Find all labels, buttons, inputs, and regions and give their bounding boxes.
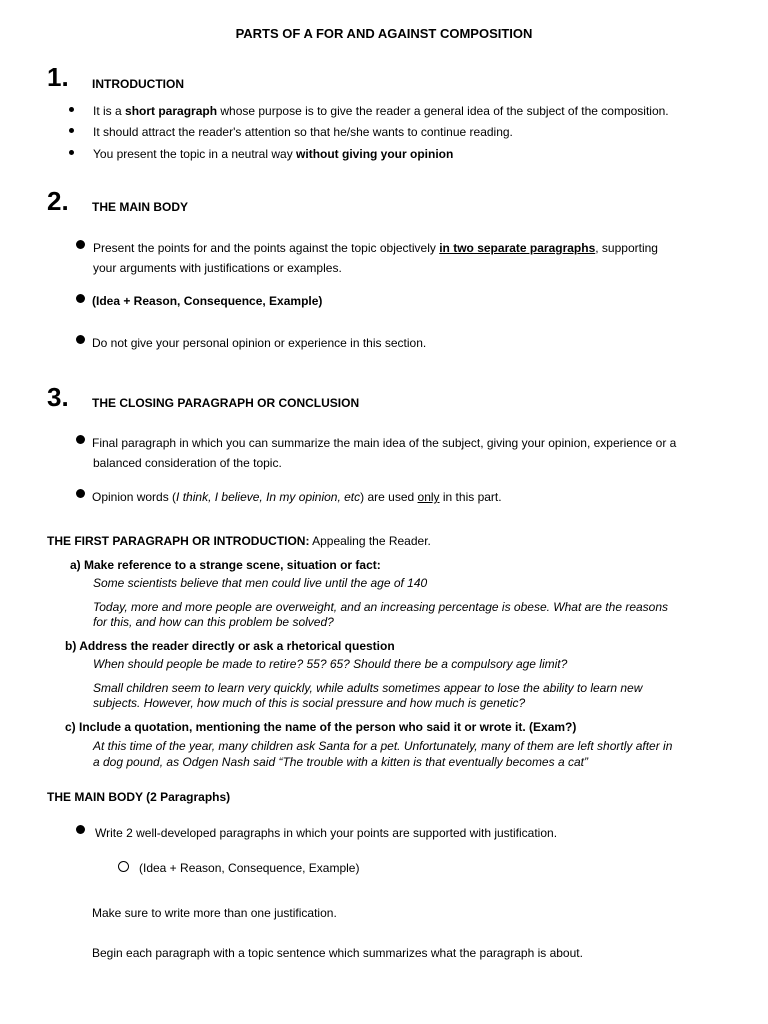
intro-a-example-2: Today, more and more people are overweight, and an increasing percentage is obese. What are the reasons: [93, 600, 669, 614]
bullet-icon: [69, 128, 74, 133]
section-1-heading: INTRODUCTION: [92, 77, 184, 91]
section-2-heading: THE MAIN BODY: [92, 200, 188, 214]
s1-bullet-3: You present the topic in a neutral way without giving your opinion: [93, 147, 454, 161]
s1-bullet-1: It is a short paragraph whose purpose is to give the reader a general idea of the subject of the composition.: [93, 104, 669, 118]
s3-bullet-2: Opinion words (I think, I believe, In my opinion, etc) are used only in this part.: [92, 490, 502, 504]
section-2-number: 2.: [47, 186, 69, 216]
bullet-icon: [76, 489, 85, 498]
body-heading: THE MAIN BODY (2 Paragraphs): [47, 790, 231, 804]
intro-c-example: At this time of the year, many children ask Santa for a pet. Unfortunately, many of them are left shortly after in: [93, 739, 673, 753]
section-1-number: 1.: [47, 62, 69, 92]
intro-a-heading: a) Make reference to a strange scene, situation or fact:: [70, 558, 381, 572]
s2-bullet-1-cont: your arguments with justifications or examples.: [93, 261, 342, 275]
intro-b-heading: b) Address the reader directly or ask a rhetorical question: [65, 639, 395, 653]
body-bullet-1: Write 2 well-developed paragraphs in which your points are supported with justification.: [95, 826, 558, 840]
s2-bullet-2: (Idea + Reason, Consequence, Example): [92, 294, 323, 308]
intro-heading: THE FIRST PARAGRAPH OR INTRODUCTION: Appealing the Reader.: [47, 534, 431, 548]
circle-bullet-icon: [118, 861, 129, 872]
bullet-icon: [76, 435, 85, 444]
body-note-1: Make sure to write more than one justification.: [92, 906, 337, 920]
bullet-icon: [69, 107, 74, 112]
bullet-icon: [76, 294, 85, 303]
intro-c-heading: c) Include a quotation, mentioning the name of the person who said it or wrote it. (Exam?): [65, 720, 577, 734]
bullet-icon: [76, 825, 85, 834]
intro-a-example-2-cont: for this, and how can this problem be solved?: [93, 615, 334, 629]
bullet-icon: [69, 150, 74, 155]
bullet-icon: [76, 335, 85, 344]
s3-bullet-1: Final paragraph in which you can summarize the main idea of the subject, giving your opinion, experience or a: [92, 436, 677, 450]
s3-bullet-1-cont: balanced consideration of the topic.: [93, 456, 282, 470]
section-3-number: 3.: [47, 382, 69, 412]
section-3-heading: THE CLOSING PARAGRAPH OR CONCLUSION: [92, 396, 360, 410]
body-sub-bullet: (Idea + Reason, Consequence, Example): [139, 861, 360, 875]
intro-b-example-2: Small children seem to learn very quickly, while adults sometimes appear to lose the ability to learn new: [93, 681, 643, 695]
s1-bullet-2: It should attract the reader's attention so that he/she wants to continue reading.: [93, 125, 513, 139]
intro-a-example-1: Some scientists believe that men could live until the age of 140: [93, 576, 428, 590]
intro-b-example-1: When should people be made to retire? 55? 65? Should there be a compulsory age limit?: [93, 657, 568, 671]
s2-bullet-3: Do not give your personal opinion or experience in this section.: [92, 336, 427, 350]
bullet-icon: [76, 240, 85, 249]
body-note-2: Begin each paragraph with a topic sentence which summarizes what the paragraph is about.: [92, 946, 583, 960]
intro-c-example-cont: a dog pound, as Odgen Nash said “The trouble with a kitten is that eventually becomes a cat”: [93, 755, 588, 769]
page-title: PARTS OF A FOR AND AGAINST COMPOSITION: [235, 26, 533, 41]
intro-b-example-2-cont: subjects. However, how much of this is social pressure and how much is genetic?: [93, 696, 526, 710]
s2-bullet-1: Present the points for and the points against the topic objectively in two separate paragraphs, supporting: [93, 241, 658, 255]
